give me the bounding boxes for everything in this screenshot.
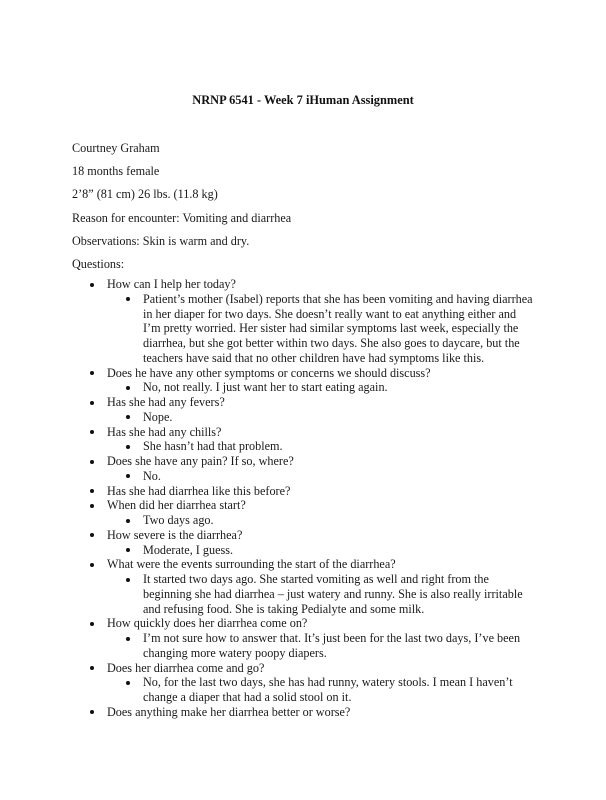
bullet-icon [90, 666, 94, 670]
document-title: NRNP 6541 - Week 7 iHuman Assignment [192, 93, 414, 107]
question-text: Does he have any other symptoms or concerns we should discuss? [107, 365, 431, 380]
answer-text: Nope. [143, 409, 173, 424]
question-item [0, 484, 606, 499]
observations: Observations: Skin is warm and dry. [72, 233, 250, 248]
question-item [0, 616, 606, 631]
bullet-icon [126, 578, 130, 582]
question-item [0, 528, 606, 543]
patient-height-weight: 2’8” (81 cm) 26 lbs. (11.8 kg) [72, 187, 218, 202]
bullet-icon [90, 563, 94, 567]
question-text: Does anything make her diarrhea better or worse? [107, 704, 351, 719]
question-text: How can I help her today? [107, 277, 236, 291]
question-item [0, 557, 606, 572]
answer-text: Moderate, I guess. [143, 542, 234, 557]
answer-item [0, 513, 535, 528]
question-text: Has she had any chills? [107, 424, 222, 439]
question-text: What were the events surrounding the start of the diarrhea? [107, 557, 396, 572]
question-item [0, 661, 606, 676]
question-text: Has she had diarrhea like this before? [107, 483, 291, 498]
question-item [0, 277, 606, 292]
answer-item [0, 631, 535, 661]
answer-item [0, 380, 535, 395]
answer-item [0, 439, 535, 454]
bullet-icon [90, 504, 94, 508]
bullet-icon [90, 460, 94, 464]
bullet-icon [126, 386, 130, 390]
bullet-icon [90, 401, 94, 405]
answer-text: She hasn’t had that problem. [143, 439, 283, 454]
question-item [0, 366, 606, 381]
bullet-icon [126, 548, 130, 552]
bullet-icon [126, 297, 130, 301]
bullet-icon [126, 474, 130, 478]
bullet-icon [126, 681, 130, 685]
reason-for-encounter: Reason for encounter: Vomiting and diarrhea [72, 210, 292, 225]
questions-label: Questions: [72, 256, 125, 271]
answer-item [0, 675, 535, 705]
question-text: When did her diarrhea start? [107, 498, 246, 513]
question-text: Does her diarrhea come and go? [107, 660, 265, 675]
bullet-icon [90, 710, 94, 714]
question-item [0, 705, 606, 720]
answer-text: No. [143, 468, 161, 483]
answer-text: No, not really. I just want her to start eating again. [143, 380, 388, 395]
patient-name: Courtney Graham [72, 141, 160, 155]
patient-info [72, 141, 291, 280]
answer-text: No, for the last two days, she has had runny, watery stools. I mean I haven’t change a diaper that had a solid stool on it. [143, 675, 513, 704]
answer-text: Two days ago. [143, 513, 214, 527]
question-text: How quickly does her diarrhea come on? [107, 616, 308, 631]
question-list [0, 277, 606, 720]
patient-age-sex: 18 months female [72, 164, 160, 179]
answer-item [0, 410, 535, 425]
question-item [0, 498, 606, 513]
question-item [0, 425, 606, 440]
bullet-icon [90, 622, 94, 626]
bullet-icon [126, 519, 130, 523]
answer-item [0, 543, 535, 558]
bullet-icon [90, 283, 94, 287]
bullet-icon [126, 637, 130, 641]
question-item [0, 395, 606, 410]
bullet-icon [90, 430, 94, 434]
answer-item [0, 572, 535, 616]
bullet-icon [90, 489, 94, 493]
question-item [0, 454, 606, 469]
bullet-icon [90, 371, 94, 375]
question-text: Has she had any fevers? [107, 395, 225, 409]
answer-item [0, 292, 535, 366]
question-text: Does she have any pain? If so, where? [107, 454, 294, 468]
bullet-icon [126, 445, 130, 449]
answer-item [0, 469, 535, 484]
answer-text: I’m not sure how to answer that. It’s just been for the last two days, I’ve been changing more watery poopy diapers. [143, 631, 521, 660]
answer-text: It started two days ago. She started vomiting as well and right from the beginning she had diarrhea – just watery and runny. She is also really irritable and refusing food. She is taking Pedialyte and some milk. [143, 572, 523, 616]
answer-text: Patient’s mother (Isabel) reports that she has been vomiting and having diarrhea in her diaper for two days. She doesn’t really want to eat anything either and I’m pretty worried. Her sister had similar symptoms last week, especially the diarrhea, but she got better within two days. She also goes to daycare, but the teachers have said that no other children have had symptoms like this. [143, 291, 533, 365]
question-text: How severe is the diarrhea? [107, 527, 243, 542]
bullet-icon [90, 533, 94, 537]
bullet-icon [126, 415, 130, 419]
